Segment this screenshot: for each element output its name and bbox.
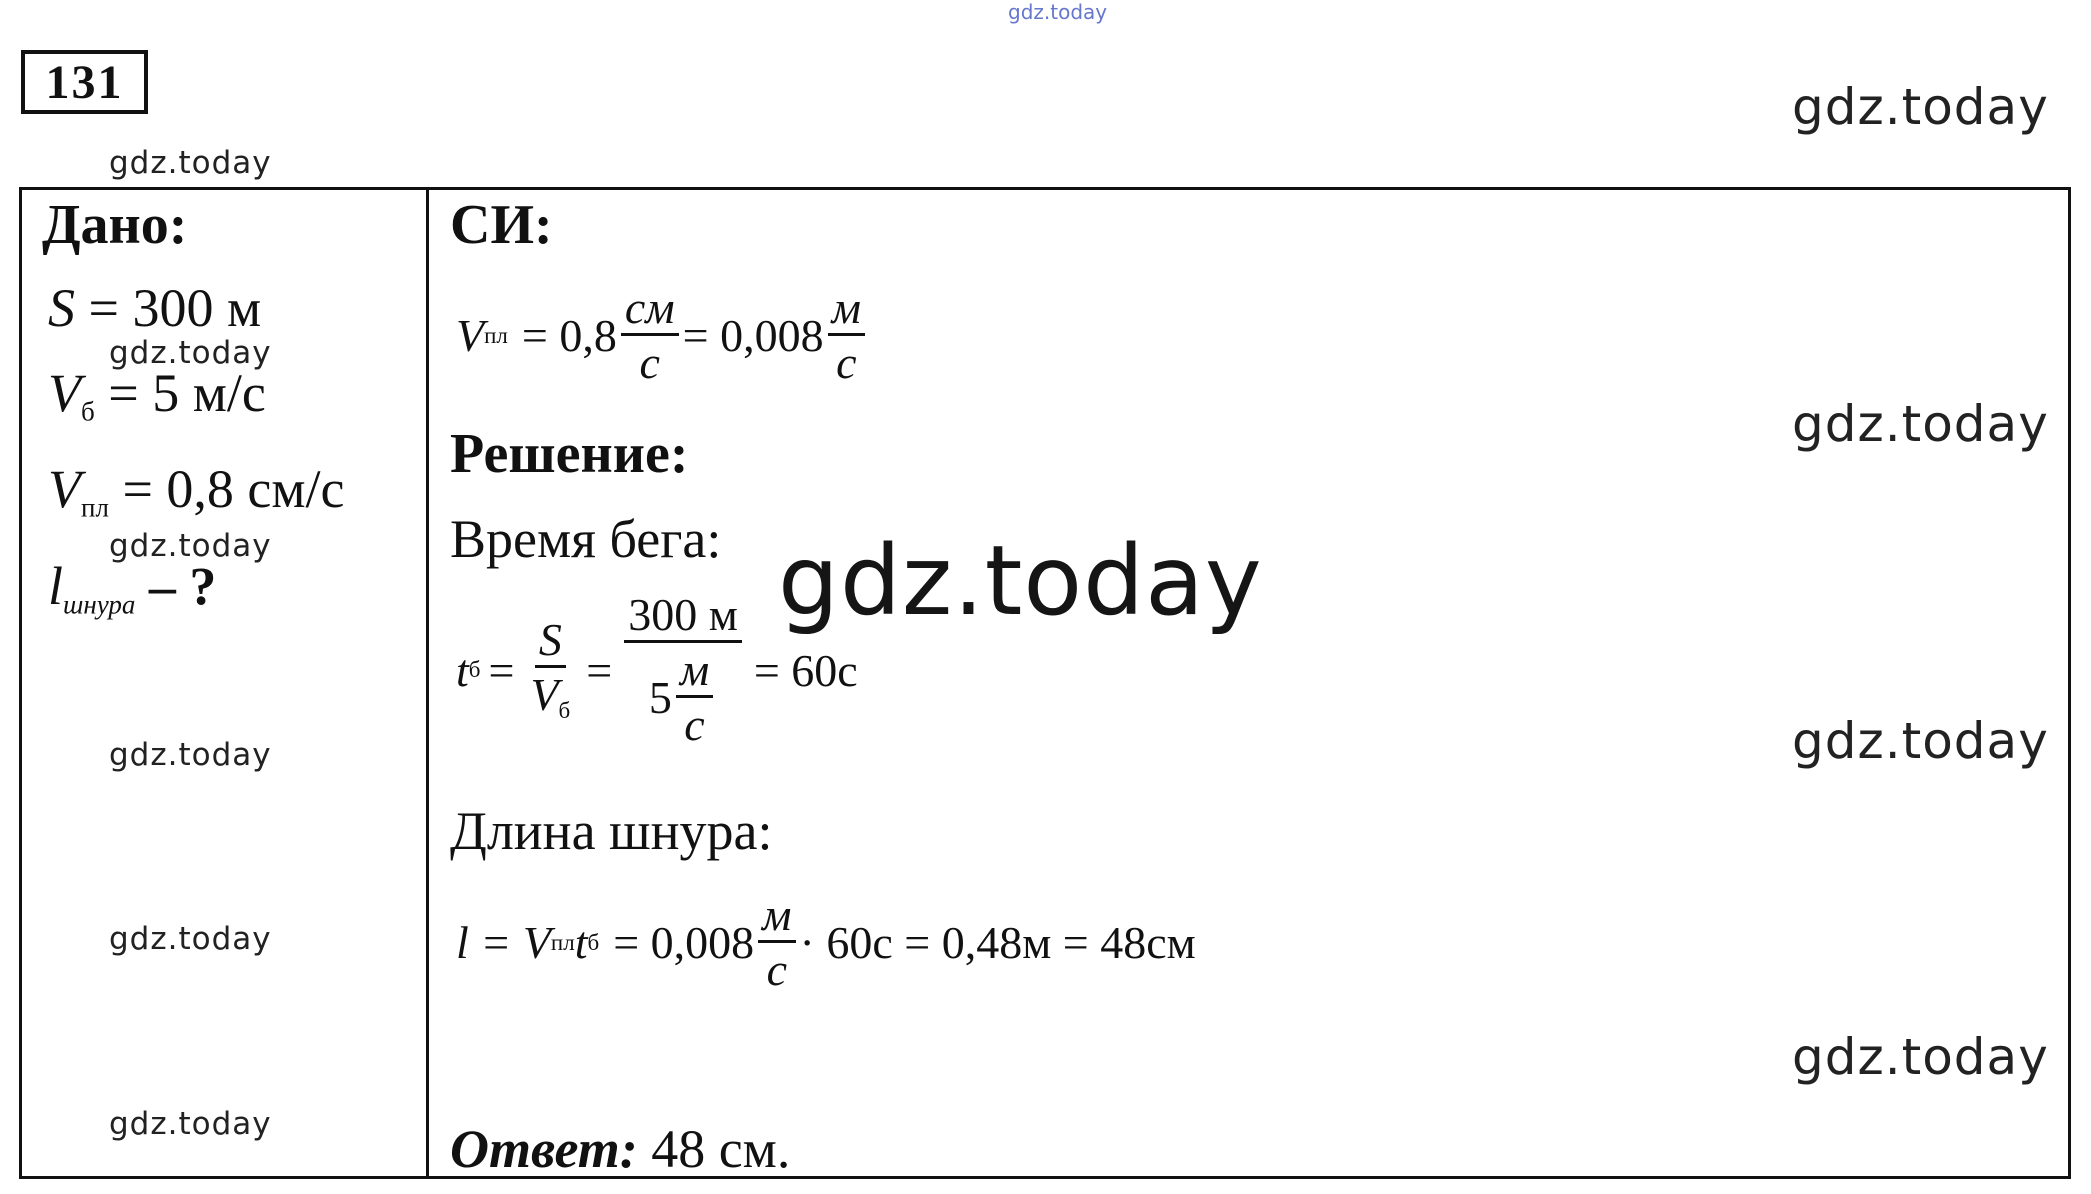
subscript: шнура <box>63 589 136 620</box>
fraction: 300 м 5 $\frac{м}{с}$ <box>624 592 742 748</box>
watermark: gdz.today <box>109 737 272 773</box>
symbol: S <box>48 278 75 338</box>
given-unknown <box>48 555 216 620</box>
watermark: gdz.today <box>109 145 272 181</box>
subscript: пл <box>484 322 508 348</box>
run-time-label: Время бега: <box>450 509 722 569</box>
answer <box>450 1118 790 1180</box>
subscript: б <box>81 396 95 427</box>
top-watermark: gdz.today <box>1008 0 1108 24</box>
symbol: l <box>48 556 64 616</box>
subscript: б <box>468 657 481 682</box>
watermark-large: gdz.today <box>778 525 1263 637</box>
symbol: V <box>48 363 81 423</box>
watermark: gdz.today <box>1792 1028 2049 1086</box>
symbol: V <box>48 459 81 519</box>
value: = 300 м <box>88 278 262 338</box>
text: = 60с <box>753 644 858 696</box>
watermark: gdz.today <box>109 1106 272 1142</box>
given-title: Дано: <box>42 194 188 256</box>
text: = <box>488 644 515 696</box>
si-title: СИ: <box>450 194 553 256</box>
column-divider <box>426 187 429 1179</box>
subscript: пл <box>81 492 109 523</box>
watermark: gdz.today <box>109 921 272 957</box>
watermark: gdz.today <box>1792 78 2049 136</box>
symbol: t <box>574 917 588 968</box>
solution-title: Решение: <box>450 423 689 485</box>
fraction: $\frac{м}{с}$ <box>758 892 795 993</box>
watermark: gdz.today <box>1792 395 2049 453</box>
answer-label: Ответ: <box>450 1119 638 1179</box>
watermark: gdz.today <box>1792 712 2049 770</box>
text: = <box>586 644 613 696</box>
symbol: V <box>456 310 485 361</box>
si-formula <box>456 282 869 388</box>
text: = 0,008 <box>613 917 755 968</box>
solution-table <box>19 187 2071 1179</box>
value: = 5 м/с <box>108 363 266 423</box>
text: = 0,8 <box>521 310 617 361</box>
text: = 0,008 <box>682 310 824 361</box>
text: l = V <box>456 917 551 968</box>
subscript: б <box>587 929 600 955</box>
watermark: gdz.today <box>109 528 272 564</box>
fraction: $\frac{S}{V_б}$ <box>530 614 571 724</box>
given-swim-speed <box>48 458 345 523</box>
given-run-speed <box>48 362 266 427</box>
problem-number: 131 <box>45 55 124 109</box>
problem-number-box <box>21 50 148 114</box>
run-time-formula <box>456 589 858 750</box>
cord-length-label: Длина шнура: <box>450 801 773 861</box>
cord-length-formula <box>456 889 1196 995</box>
symbol: t <box>456 644 469 696</box>
given-distance <box>48 277 261 339</box>
value: – ? <box>148 556 217 616</box>
value: = 0,8 см/с <box>122 459 345 519</box>
fraction: $\frac{см}{с}$ <box>621 285 679 386</box>
answer-value: 48 см. <box>651 1119 791 1179</box>
text: · 60с = 0,48м = 48см <box>799 917 1196 968</box>
subscript: пл <box>550 929 575 955</box>
fraction: $\frac{м}{с}$ <box>828 285 865 386</box>
watermark: gdz.today <box>109 335 272 371</box>
